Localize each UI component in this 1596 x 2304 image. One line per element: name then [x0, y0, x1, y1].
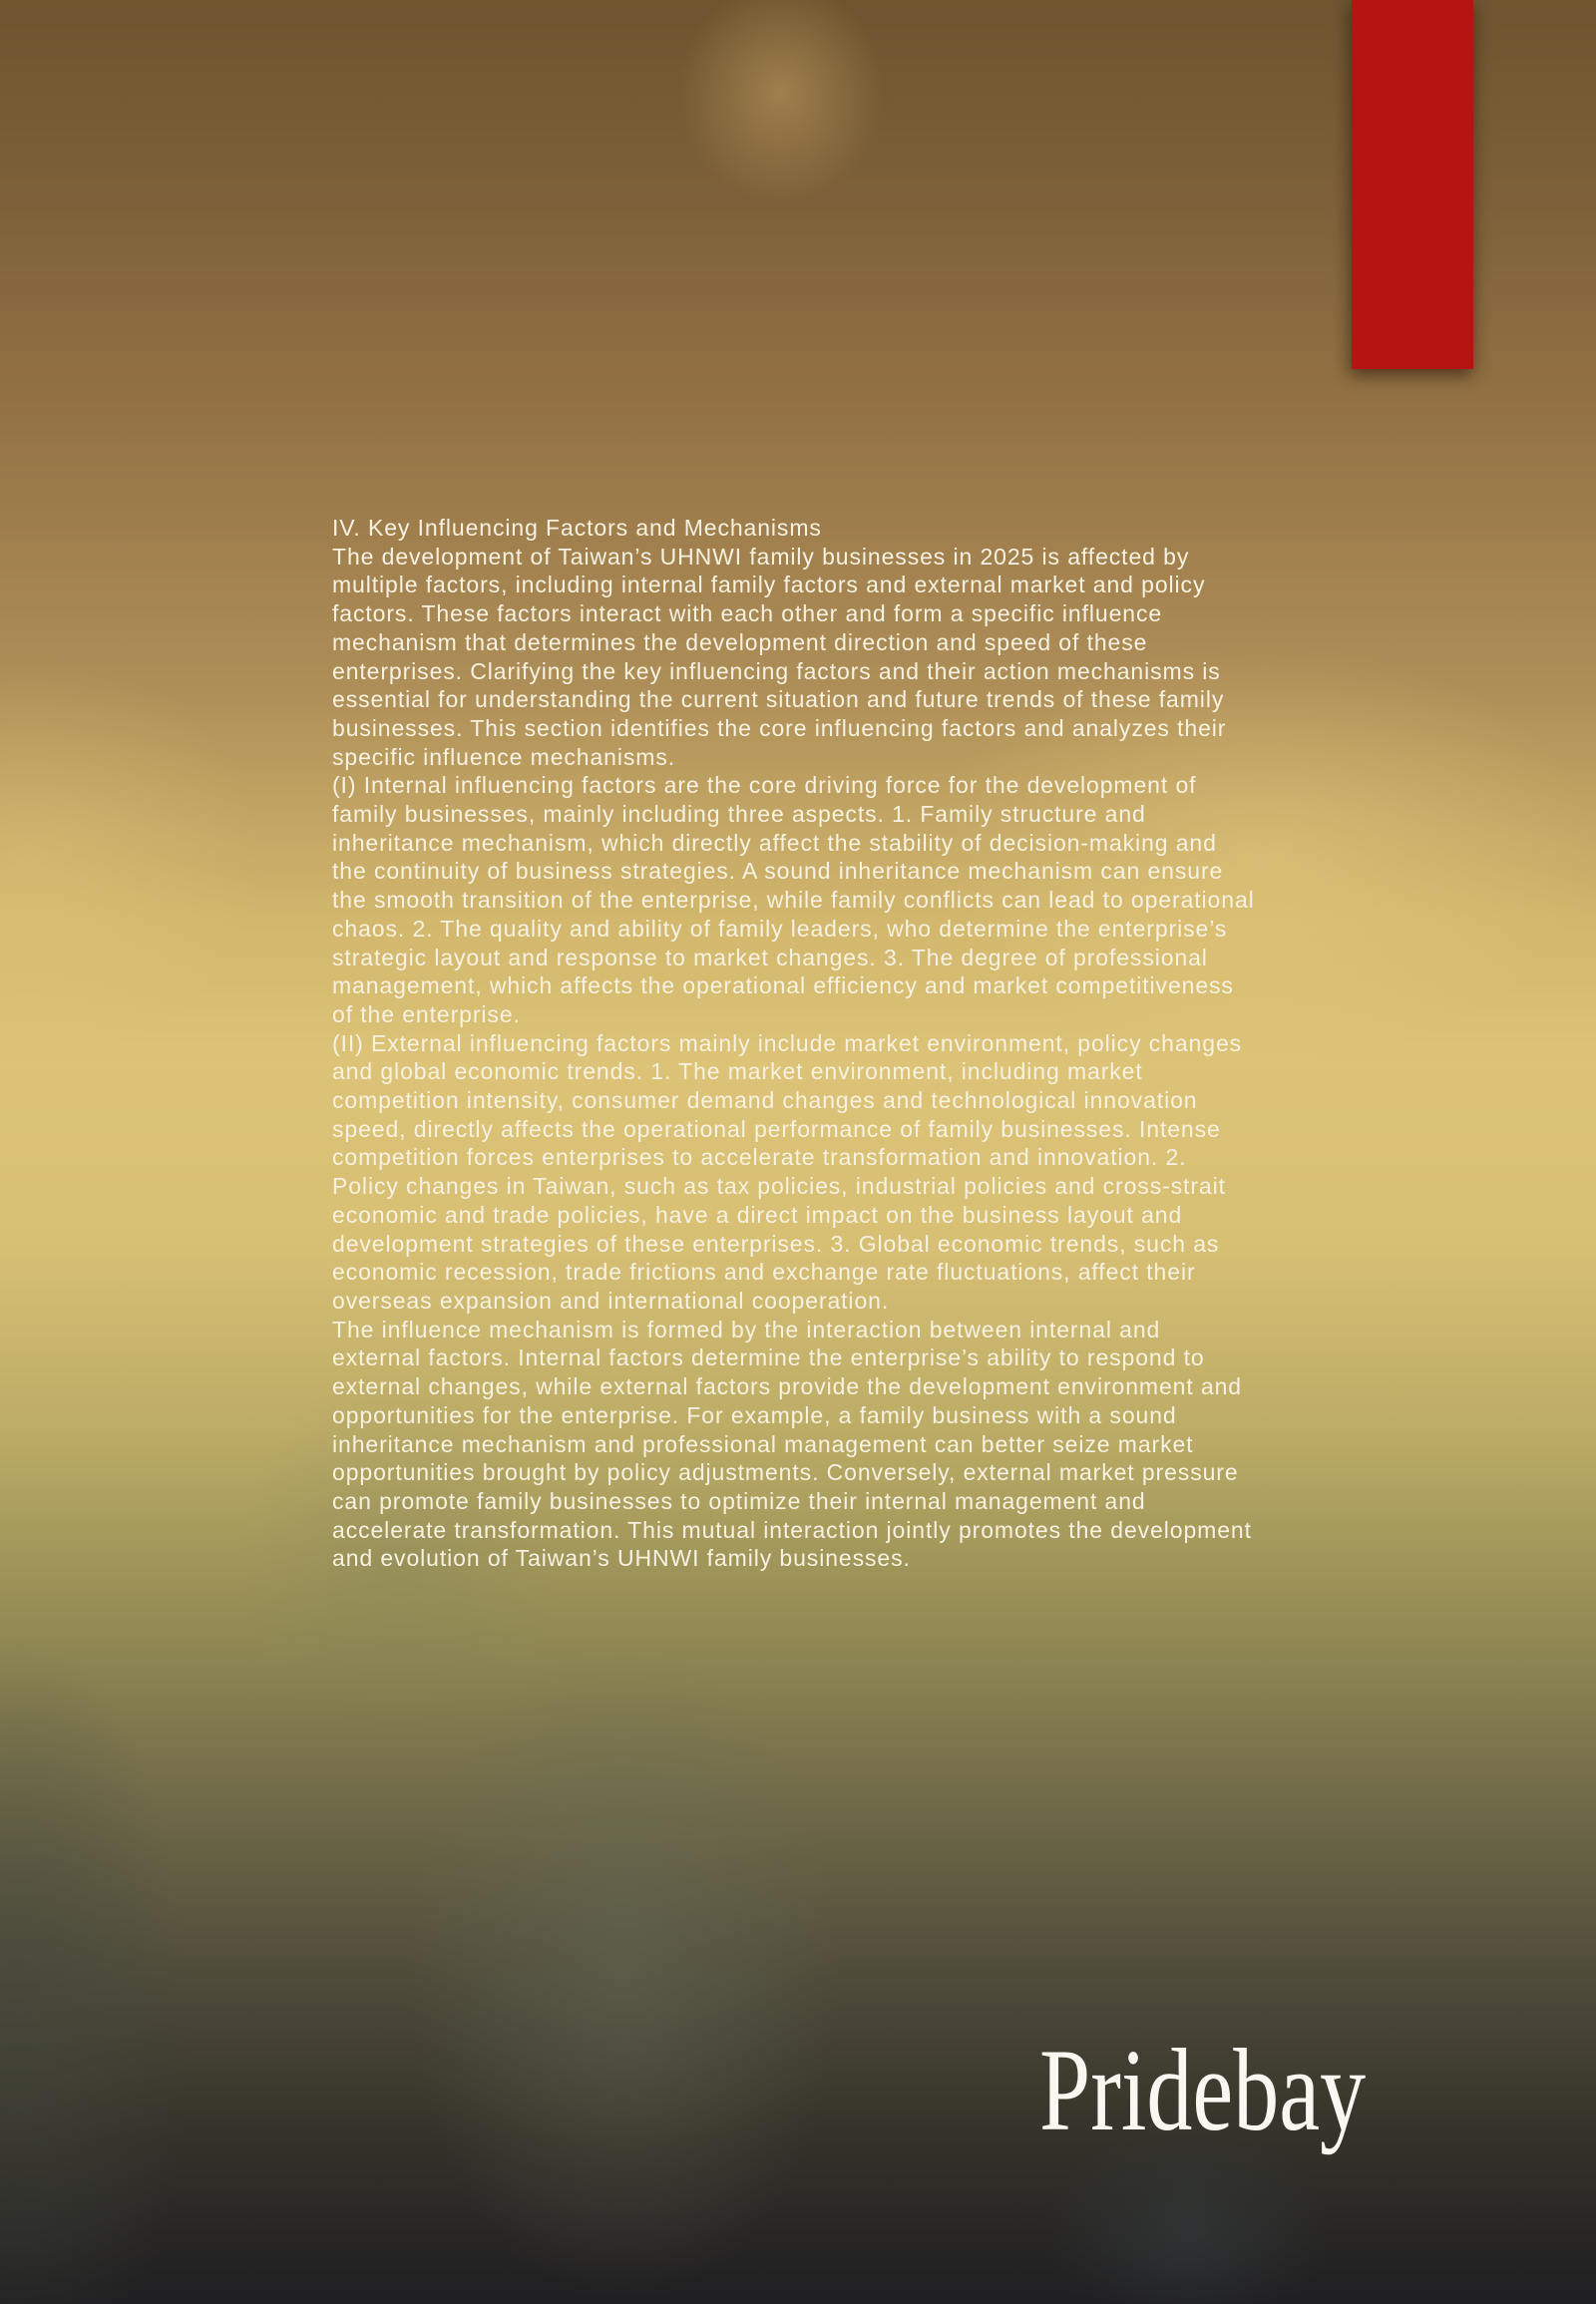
paragraph-external-factors: (II) External influencing factors mainly include market environment, policy changes and global economic trends. 1. The market environment, including market competition intensity, consumer demand changes and technological innovation speed, directly affects the operational performance of family businesses. Intense competition forces enterprises to accelerate transformation and innovation. 2. Policy changes in Taiwan, such as tax policies, industrial policies and cross-strait economic and trade policies, have a direct impact on the business layout and development strategies of these enterprises. 3. Global economic trends, such as economic recession, trade frictions and exchange rate fluctuations, affect their overseas expansion and international cooperation.: [332, 1029, 1243, 1314]
paragraph-overview: The development of Taiwan’s UHNWI family businesses in 2025 is affected by multiple factors, including internal family factors and external market and policy factors. These factors interact with each other and form a specific influence mechanism that determines the development direction and speed of these enterprises. Clarifying the key influencing factors and their action mechanisms is essential for understanding the current situation and future trends of these family businesses. This section identifies the core influencing factors and analyzes their specific influence mechanisms.: [332, 543, 1227, 770]
body-text-block: [332, 514, 1255, 1573]
paragraph-internal-factors: (I) Internal influencing factors are the core driving force for the development of family businesses, mainly including three aspects. 1. Family structure and inheritance mechanism, which directly affect the stability of decision-making and the continuity of business strategies. A sound inheritance mechanism can ensure the smooth transition of the enterprise, while family conflicts can lead to operational chaos. 2. The quality and ability of family leaders, who determine the enterprise’s strategic layout and response to market changes. 3. The degree of professional management, which affects the operational efficiency and market competitiveness of the enterprise.: [332, 772, 1255, 1027]
section-heading: IV. Key Influencing Factors and Mechanisms: [332, 515, 822, 541]
red-accent-bar: [1352, 0, 1473, 369]
brand-logo: Pridebay: [1039, 2025, 1367, 2155]
paragraph-influence-mechanism: The influence mechanism is formed by the interaction between internal and external factors. Internal factors determine the enterprise’s ability to respond to external changes, while external factors provide the development environment and opportunities for the enterprise. For example, a family business with a sound inheritance mechanism and professional management can better seize market opportunities brought by policy adjustments. Conversely, external market pressure can promote family businesses to optimize their internal management and accelerate transformation. This mutual interaction jointly promotes the development and evolution of Taiwan’s UHNWI family businesses.: [332, 1316, 1252, 1572]
